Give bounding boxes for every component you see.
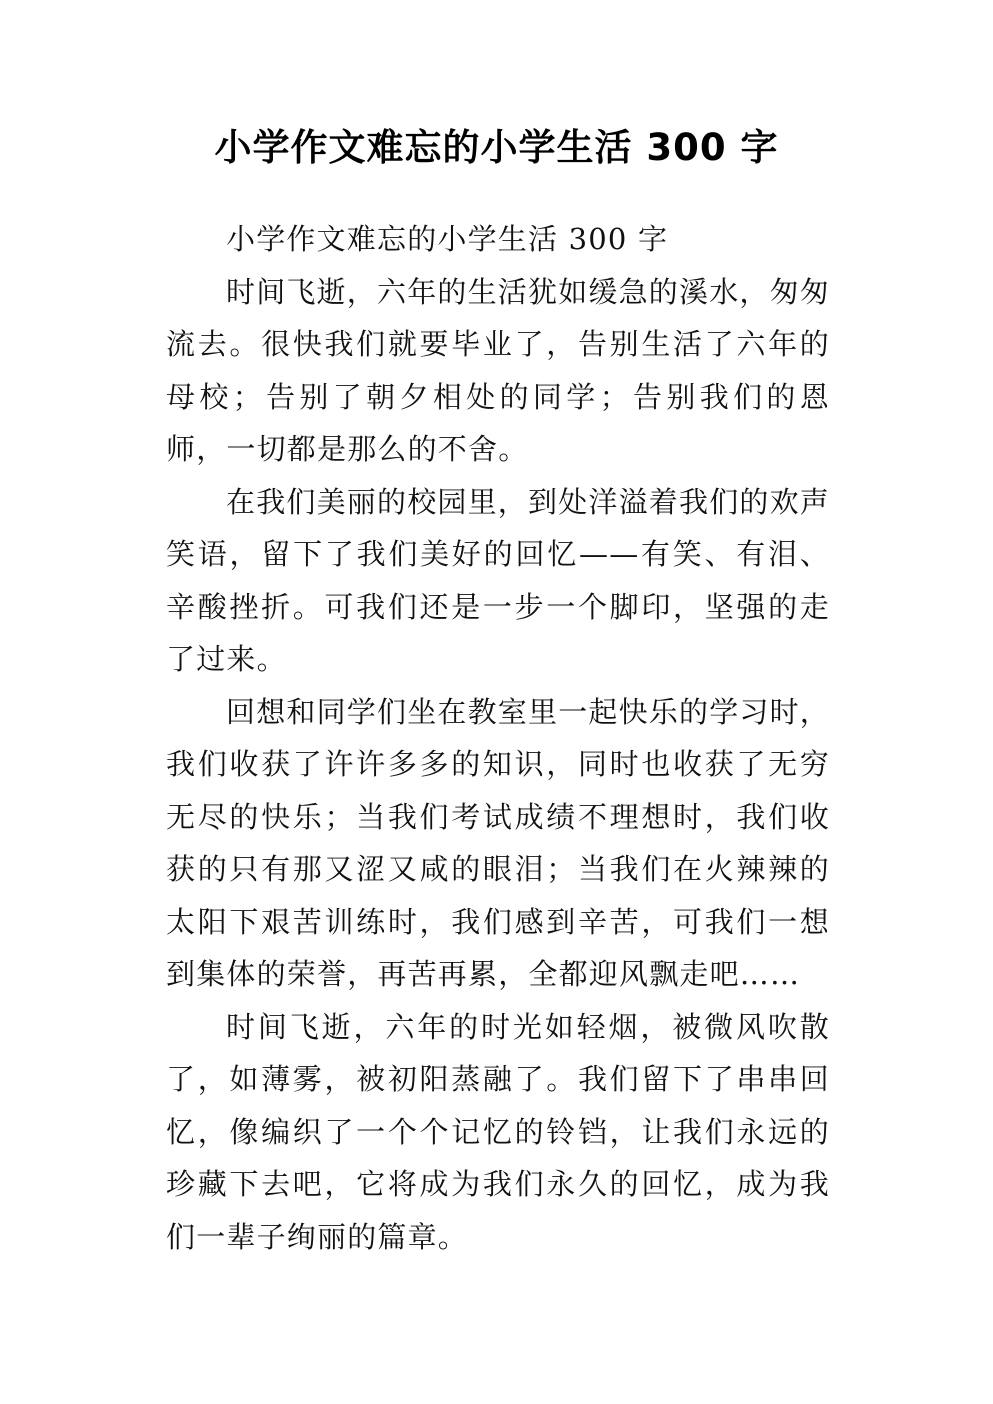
paragraph-subtitle: 小学作文难忘的小学生活 300 字 xyxy=(226,222,669,256)
document-body xyxy=(166,213,830,1263)
paragraph-2: 在我们美丽的校园里，到处洋溢着我们的欢声笑语，留下了我们美好的回忆——有笑、有泪、辛酸挫折。可我们还是一步一个脚印，坚强的走了过来。 xyxy=(166,484,831,676)
paragraph-1: 时间飞逝，六年的生活犹如缓急的溪水，匆匆流去。很快我们就要毕业了，告别生活了六年的母校；告别了朝夕相处的同学；告别我们的恩师，一切都是那么的不舍。 xyxy=(166,274,831,466)
paragraph-4: 时间飞逝，六年的时光如轻烟，被微风吹散了，如薄雾，被初阳蒸融了。我们留下了串串回忆，像编织了一个个记忆的铃铛，让我们永远的珍藏下去吧，它将成为我们永久的回忆，成为我们一辈子绚丽的篇章。 xyxy=(166,1009,830,1254)
document-title: 小学作文难忘的小学生活 300 字 xyxy=(214,126,779,169)
paragraph-3: 回想和同学们坐在教室里一起快乐的学习时，我们收获了许许多多的知识，同时也收获了无穷无尽的快乐；当我们考试成绩不理想时，我们收获的只有那又涩又咸的眼泪；当我们在火辣辣的太阳下艰苦训练时，我们感到辛苦，可我们一想到集体的荣誉，再苦再累，全都迎风飘走吧…… xyxy=(166,694,831,991)
